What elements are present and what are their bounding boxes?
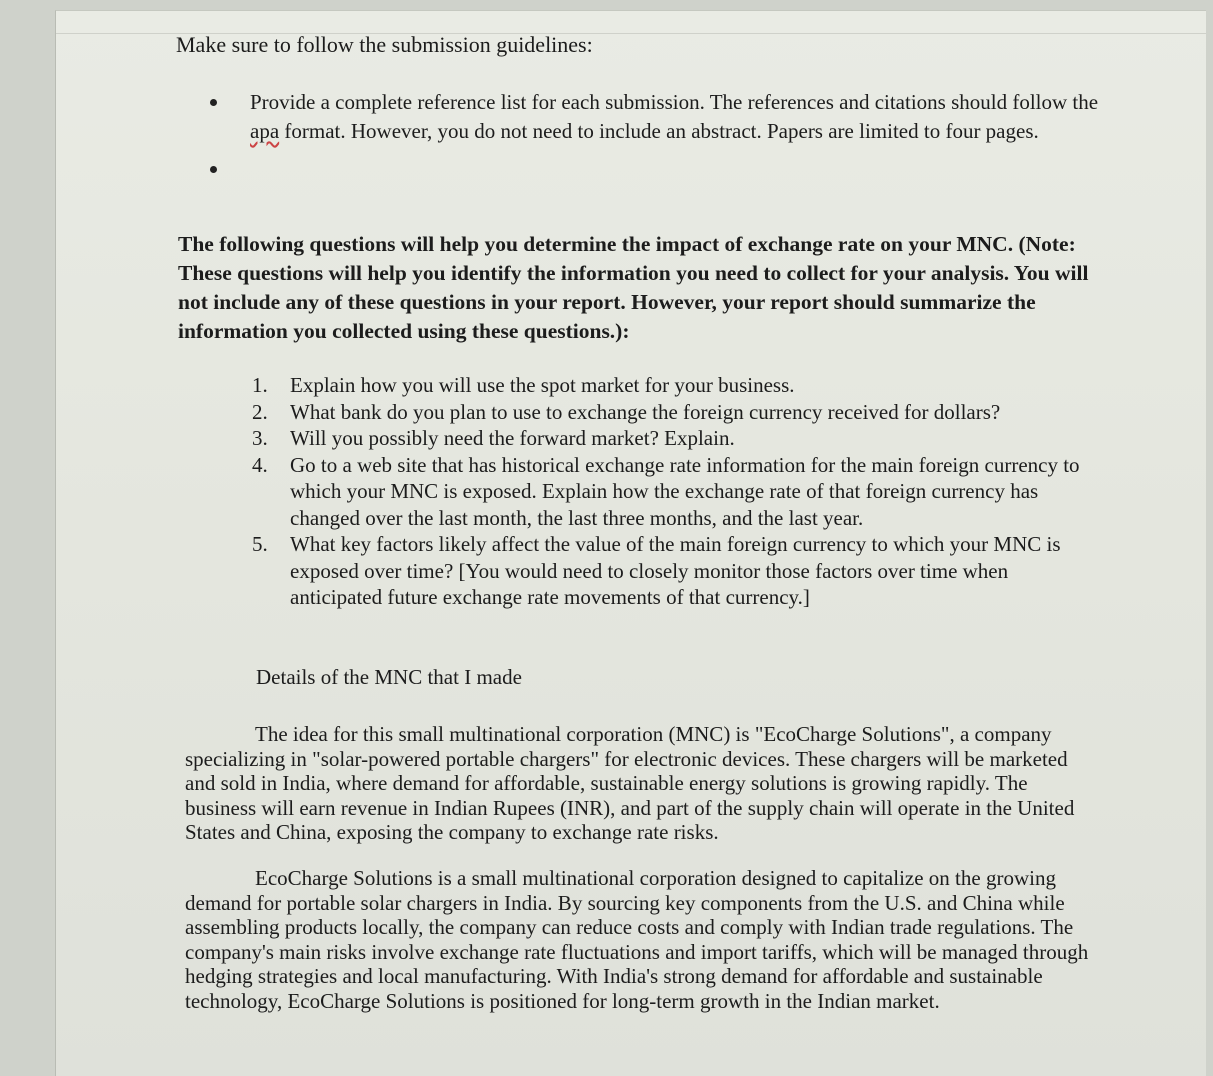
question-item [250, 399, 1090, 426]
question-number: 3. [252, 426, 268, 450]
details-title: Details of the MNC that I made [256, 665, 522, 689]
question-text: What bank do you plan to use to exchange the foreign currency received for dollars? [290, 399, 1001, 424]
guideline-text-start: Provide a complete reference list for each submission. The references and citations should follow the [250, 90, 1099, 114]
question-text: Explain how you will use the spot market for your business. [290, 373, 795, 397]
question-text: Will you possibly need the forward market? Explain. [290, 426, 735, 450]
spellcheck-word: apa [250, 119, 280, 143]
question-item [250, 425, 1090, 452]
mnc-paragraph: EcoCharge Solutions is a small multinational corporation designed to capitalize on the growing demand for portable solar chargers in India. By sourcing key components from the U.S. and China while assembling products locally, the company can reduce costs and comply with Indian trade regulations. The company's main risks involve exchange rate fluctuations and import tariffs, which will be managed through hedging strategies and local manufacturing. With India's strong demand for affordable and sustainable technology, EcoCharge Solutions is positioned for long-term growth in the Indian market. [185, 866, 1089, 1013]
question-number: 2. [252, 399, 268, 424]
bullet-icon [210, 166, 217, 173]
question-number: 1. [252, 373, 268, 397]
instructions-paragraph: The following questions will help you determine the impact of exchange rate on your MNC. (Note: These questions will help you identify the information you need to collect for your analysis. You will not include any of these questions in your report. However, your report should summarize the information you collected using these questions.): [178, 232, 1089, 343]
guideline-item [250, 88, 1100, 146]
question-number: 5. [252, 532, 268, 556]
question-text: Go to a web site that has historical exchange rate information for the main foreign currency to which your MNC is exposed. Explain how the exchange rate of that foreign currency has changed over the last month, the last three months, and the last year. [290, 452, 1080, 530]
question-text: What key factors likely affect the value of the main foreign currency to which your MNC is exposed over time? [You would need to closely monitor those factors over time when anticipated future exchange rate movements of that currency.] [290, 532, 1061, 609]
empty-guideline-item [250, 146, 1100, 176]
guidelines-heading: Make sure to follow the submission guidelines: [176, 32, 593, 57]
guideline-text-end: format. However, you do not need to include an abstract. Papers are limited to four pages. [279, 119, 1039, 143]
question-number: 4. [252, 452, 268, 477]
question-item [250, 372, 1090, 399]
mnc-paragraph: The idea for this small multinational corporation (MNC) is "EcoCharge Solutions", a company specializing in "solar-powered portable chargers" for electronic devices. These chargers will be marketed and sold in India, where demand for affordable, sustainable energy solutions is growing rapidly. The business will earn revenue in Indian Rupees (INR), and part of the supply chain will operate in the United States and China, exposing the company to exchange rate risks. [185, 722, 1075, 844]
question-item [250, 452, 1090, 532]
questions-list [250, 372, 1090, 611]
question-item [250, 531, 1090, 611]
bullet-icon [210, 99, 217, 106]
guidelines-list [250, 88, 1100, 176]
